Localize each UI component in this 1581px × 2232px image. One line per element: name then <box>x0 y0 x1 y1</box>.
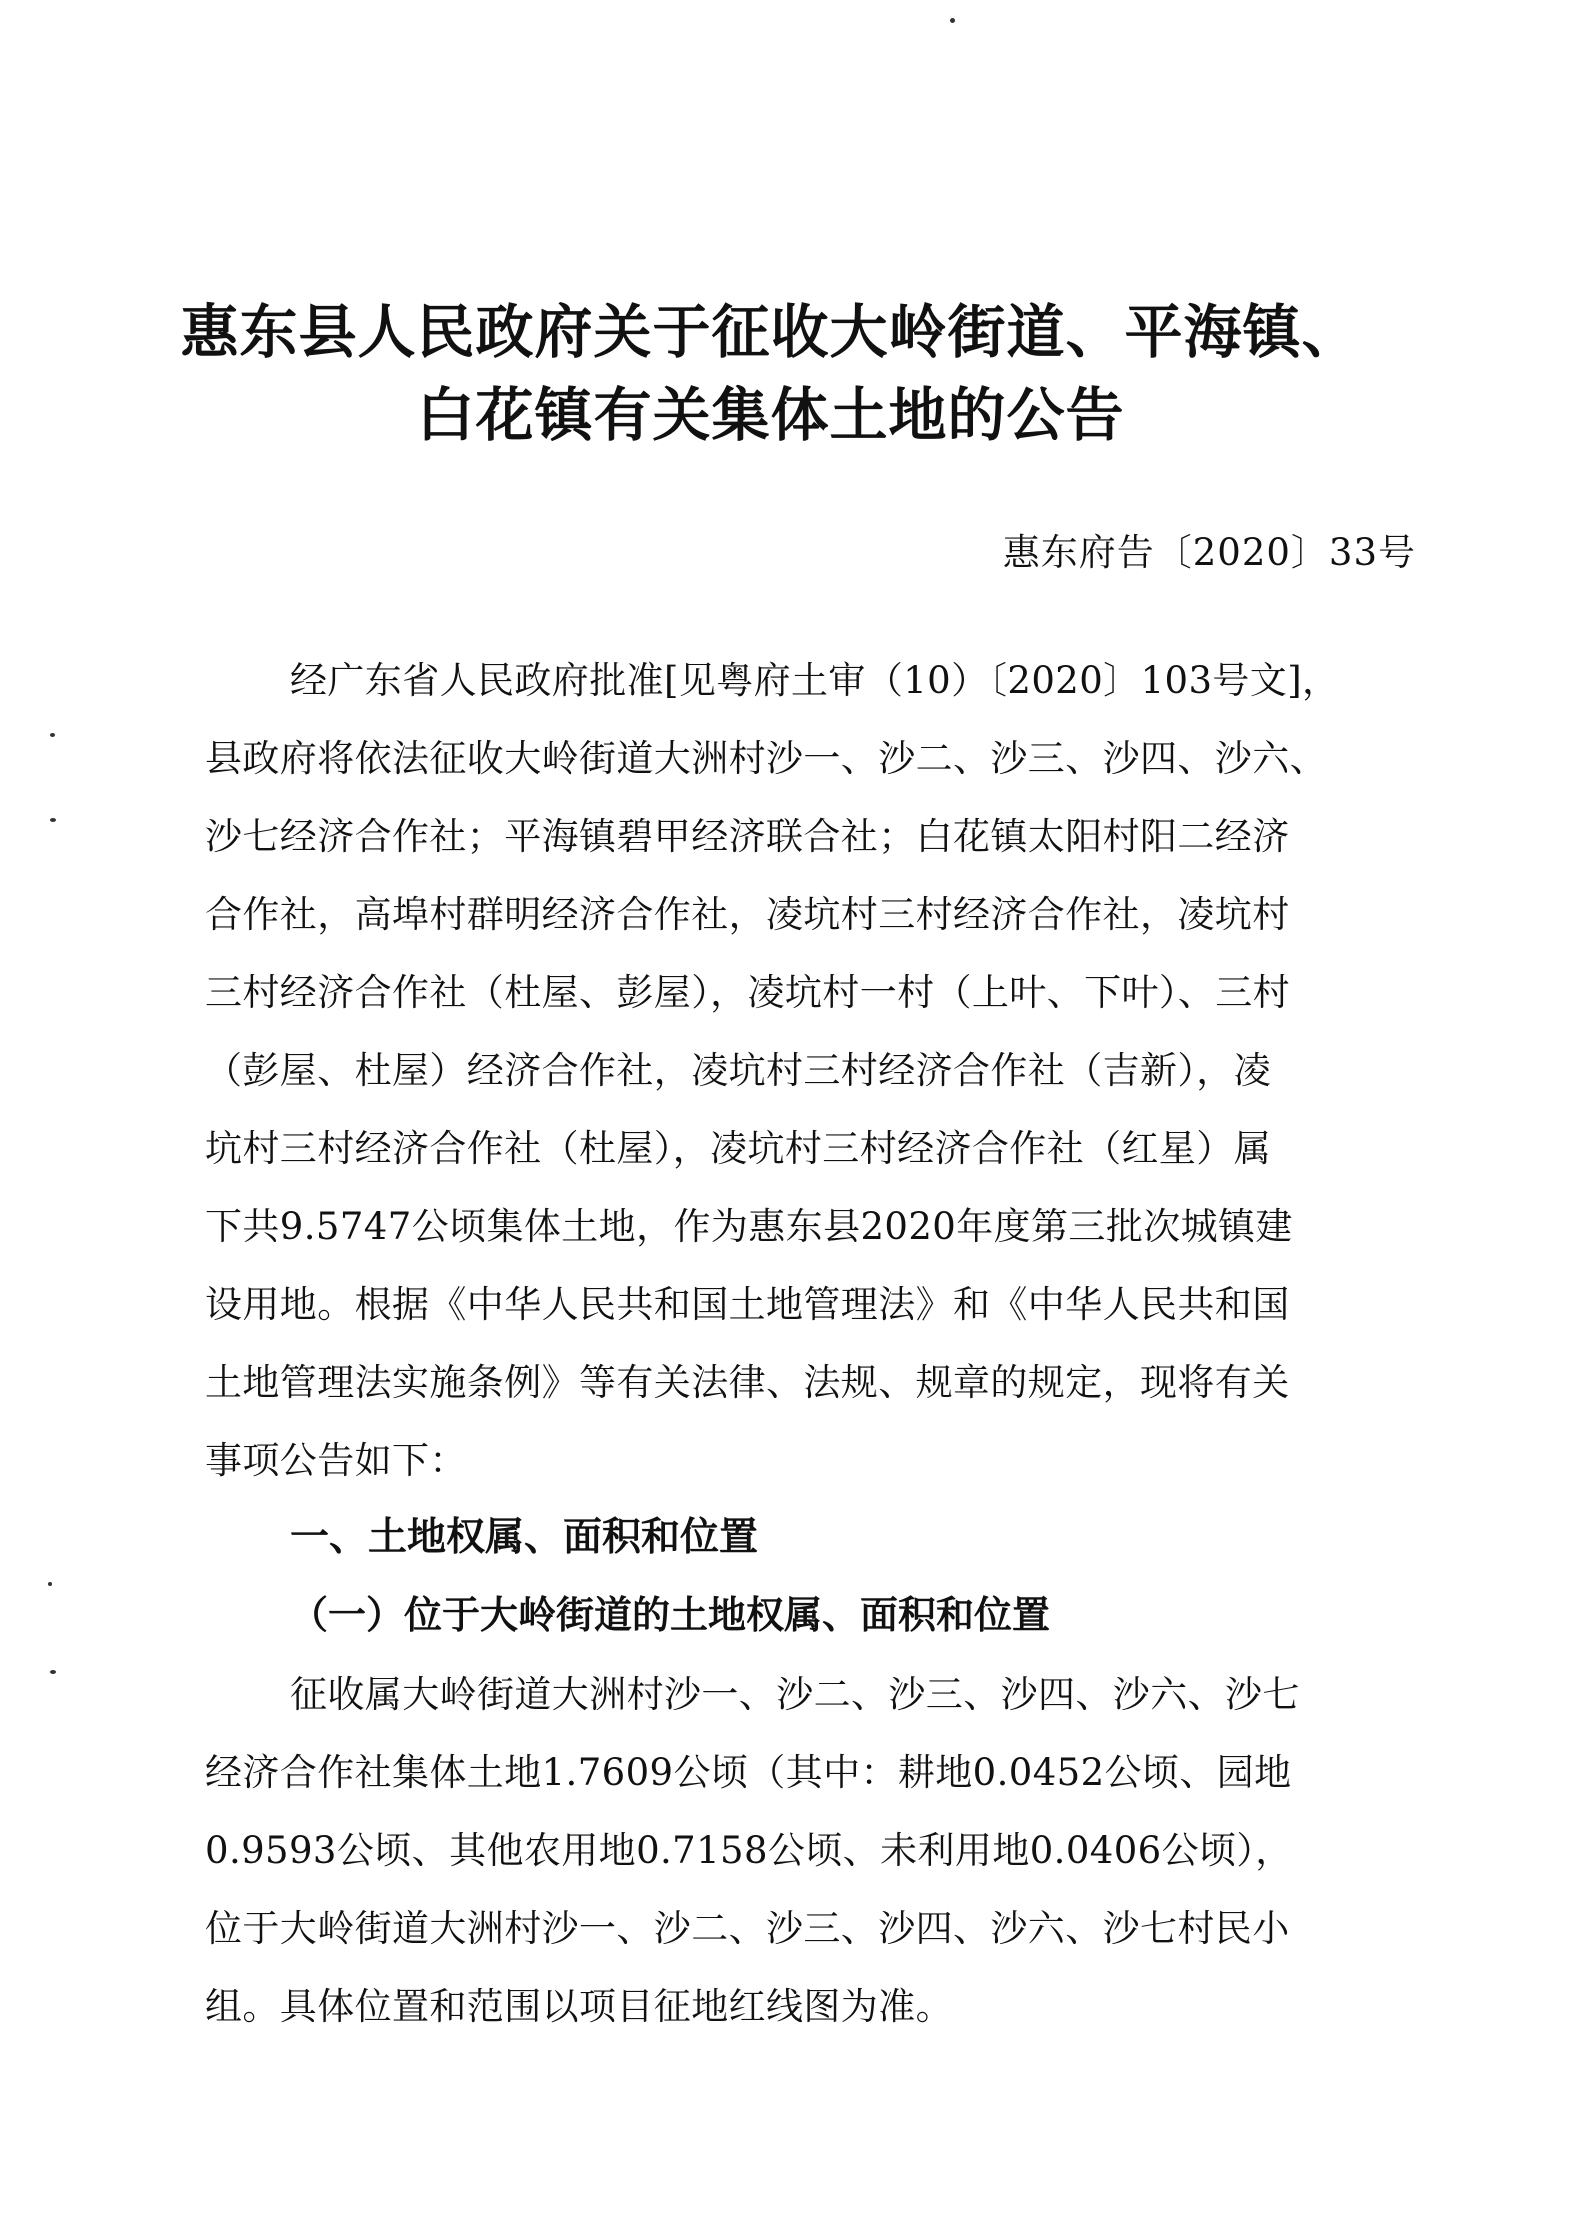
paragraph1-line: 县政府将依法征收大岭街道大洲村沙一、沙二、沙三、沙四、沙六、 <box>205 737 1327 780</box>
scan-speck <box>950 18 955 23</box>
document-title-line-2: 白花镇有关集体土地的公告 <box>416 381 1125 449</box>
paragraph1-line: 事项公告如下： <box>205 1439 467 1482</box>
scan-speck <box>48 1582 52 1586</box>
document-title-line-1: 惠东县人民政府关于征收大岭街道、平海镇、 <box>180 298 1361 366</box>
paragraph1-line: （彭屋、杜屋）经济合作社，凌坑村三村经济合作社（吉新），凌 <box>205 1049 1272 1092</box>
paragraph1-line: 设用地。根据《中华人民共和国土地管理法》和《中华人民共和国 <box>205 1283 1290 1326</box>
scan-speck <box>50 1670 56 1674</box>
section-heading-1: 一、土地权属、面积和位置 <box>290 1515 759 1560</box>
paragraph2-line: 0.9593公顷、其他农用地0.7158公顷、未利用地0.0406公顷）， <box>205 1829 1293 1872</box>
paragraph1-line: 三村经济合作社（杜屋、彭屋），凌坑村一村（上叶、下叶）、三村 <box>205 971 1290 1014</box>
paragraph1-line: 坑村三村经济合作社（杜屋），凌坑村三村经济合作社（红星）属 <box>205 1127 1272 1170</box>
paragraph1-line: 沙七经济合作社；平海镇碧甲经济联合社；白花镇太阳村阳二经济 <box>205 815 1290 858</box>
paragraph1-line: 合作社，高埠村群明经济合作社，凌坑村三村经济合作社，凌坑村 <box>205 893 1290 936</box>
scan-speck <box>50 818 56 822</box>
scan-speck <box>50 733 55 737</box>
subsection-heading-1: （一）位于大岭街道的土地权属、面积和位置 <box>290 1592 1051 1637</box>
paragraph2-line: 位于大岭街道大洲村沙一、沙二、沙三、沙四、沙六、沙七村民小 <box>205 1907 1290 1950</box>
document-number: 惠东府告〔2020〕33号 <box>1002 531 1416 574</box>
paragraph1-line: 下共9.5747公顷集体土地，作为惠东县2020年度第三批次城镇建 <box>205 1205 1293 1248</box>
paragraph2-line: 组。具体位置和范围以项目征地红线图为准。 <box>205 1985 953 2028</box>
paragraph2-line: 经济合作社集体土地1.7609公顷（其中：耕地0.0452公顷、园地 <box>205 1751 1292 1794</box>
paragraph2-line: 征收属大岭街道大洲村沙一、沙二、沙三、沙四、沙六、沙七 <box>290 1673 1300 1716</box>
paragraph1-line: 经广东省人民政府批准[见粤府土审（10）〔2020〕103号文]， <box>290 659 1340 702</box>
paragraph1-line: 土地管理法实施条例》等有关法律、法规、规章的规定，现将有关 <box>205 1361 1290 1404</box>
